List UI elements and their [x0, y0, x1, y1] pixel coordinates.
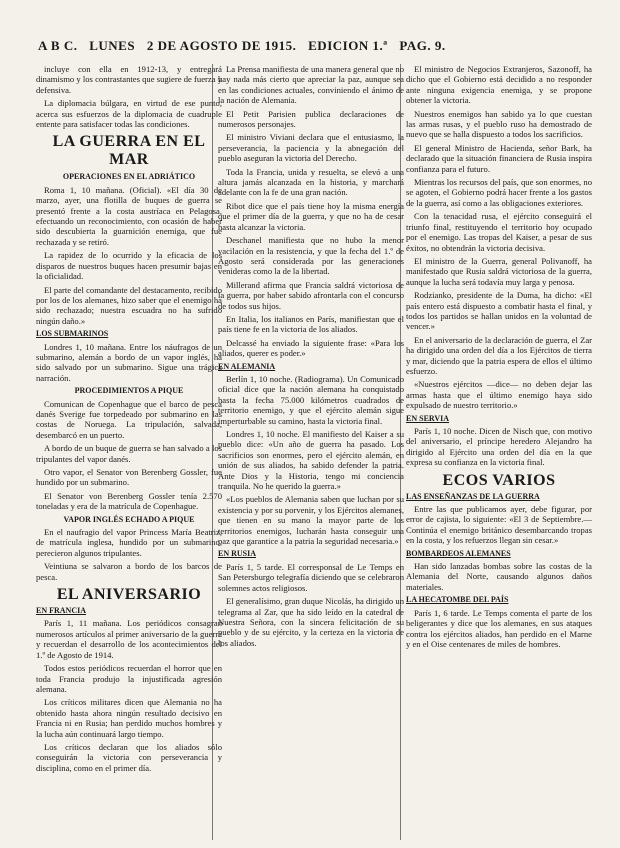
paragraph: Ribot dice que el país tiene hoy la misma energía que el primer día de la guerra, y que no ha de cesar hasta alcanzar la victoria. [218, 200, 404, 232]
paragraph: El general Ministro de Hacienda, señor Bark, ha declarado que la situación financiera de Rusia inspira confianza para el futuro. [406, 142, 592, 174]
paragraph: París 1, 5 tarde. El corresponsal de Le Temps en San Petersburgo telegrafía diciendo que se celebraron solemnes actos religiosos. [218, 561, 404, 593]
paragraph: Roma 1, 10 mañana. (Oficial). «El día 30 de marzo, ayer, una flotilla de buques de guerra se presentó frente a la costa austríaca en Pelagosa, efectuando un reconocimiento, con ocasión de haber sido descubierta la guarnición enemiga, que fue rechazada y se retiró. [36, 184, 222, 247]
paragraph: Los críticos militares dicen que Alemania no ha obtenido hasta ahora ningún resultado decisivo en Francia ni en Rusia; han perdido muchos hombres y la lucha aún continuará largo tiempo. [36, 697, 222, 739]
paragraph: Delcassé ha enviado la siguiente frase: «Para los aliados, querer es poder.» [218, 337, 404, 359]
section-subtitle: LAS ENSEÑANZAS DE LA GUERRA [406, 491, 540, 501]
paragraph: La Prensa manifiesta de una manera general que no hay nada más cierto que apreciar la paz, aunque sea en las condiciones actuales, conviniendo el ánimo de la nación de Alemania. [218, 64, 404, 106]
paragraph: A bordo de un buque de guerra se han salvado a los tripulantes del vapor danés. [36, 443, 222, 464]
edition-label: EDICION 1.ª [308, 38, 388, 53]
paper-name: A B C. [38, 38, 78, 53]
paragraph: Nuestros enemigos han sabido ya lo que cuestan las armas rusas, y el pueblo ruso ha demostrado de nuevo que se halla dispuesto a todos los sacrificios. [406, 108, 592, 140]
paragraph: Mientras los recursos del país, que son enormes, no se agoten, el Gobierno podrá hacer frente a los gastos de la guerra, así como a las obligaciones exteriores. [406, 177, 592, 208]
section-subtitle: VAPOR INGLÉS ECHADO A PIQUE [63, 514, 195, 524]
paragraph: incluye con ella en 1912-13, y entregará dinamismo y los contrastantes que sugiere de fuerza y defensiva. [36, 64, 222, 95]
paragraph: Con la tenacidad rusa, el ejército conseguirá el triunfo final, restituyendo el territorio hoy ocupado por el enemigo. Las tropas del Kaiser, a pesar de sus éxitos, no obtendrán la victoria decisiva. [406, 211, 592, 253]
paragraph: El Senator von Berenberg Gossler tenía 2.570 toneladas y era de la matrícula de Copenhague. [36, 490, 222, 512]
section-subtitle: PROCEDIMIENTOS A PIQUE [74, 386, 184, 396]
section-title: EL ANIVERSARIO [56, 586, 202, 604]
column-2 [218, 64, 404, 840]
section-subtitle: EN ALEMANIA [218, 361, 276, 371]
paragraph: Comunican de Copenhague que el barco de pesca danés Sverige fue torpedeado por submarino en las costas de Noruega. La tripulación, salvada, desembarcó en un puerto. [36, 398, 222, 440]
paragraph: El parte del comandante del destacamento, recibido por los de los alemanes, hizo saber que el enemigo ha sido rechazado; nuestra escuadra no ha sufrido ningún daño.» [36, 284, 222, 326]
page-number: PAG. 9. [399, 38, 446, 53]
paragraph: Rodzianko, presidente de la Duma, ha dicho: «El país entero está dispuesto a combatir hasta el final, y todos los partidos se hallan unidos en la voluntad de vencer.» [406, 290, 592, 332]
column-3 [406, 64, 592, 840]
paragraph: Toda la Francia, unida y resuelta, se elevó a una altura jamás alcanzada en la historia, y marchará adelante con la fe de una gran nación. [218, 166, 404, 198]
section-subtitle: BOMBARDEOS ALEMANES [406, 548, 511, 558]
section-subtitle: LA HECATOMBE DEL PAÍS [406, 595, 509, 605]
paragraph: París 1, 11 mañana. Los periódicos consagran numerosos artículos al primer aniversario de la guerra y recuerdan el desarrollo de los acontecimientos del 1.º de Agosto de 1914. [36, 618, 222, 660]
paragraph: La rapidez de lo ocurrido y la eficacia de los disparos de nuestros buques hacen presumir bajas en la oficialidad. [36, 250, 222, 282]
paragraph: En el naufragio del vapor Princess María Beatriz, de matrícula inglesa, hundido por un submarino, perecieron algunos tripulantes. [36, 527, 222, 558]
paragraph: Otro vapor, el Senator von Berenberg Gossler, fue hundido por un submarino. [36, 467, 222, 488]
issue-date: 2 DE AGOSTO DE 1915. [146, 38, 297, 53]
paragraph: Han sido lanzadas bombas sobre las costas de la Alemania del Norte, causando algunos daños materiales. [406, 561, 592, 592]
section-subtitle: EN SERVIA [406, 413, 450, 423]
section-subtitle: EN FRANCIA [36, 606, 86, 616]
section-subtitle: OPERACIONES EN EL ADRIÁTICO [62, 172, 196, 182]
section-subtitle: LOS SUBMARINOS [36, 329, 109, 339]
paragraph: Los críticos declaran que los aliados sólo conseguirán la victoria con perseverancia y disciplina, como en el primer día. [36, 741, 222, 773]
paragraph: El ministro de Negocios Extranjeros, Sazonoff, ha dicho que el Gobierno está decidido a no responder ante ninguna exigencia enemiga, y se propone obtener la victoria. [406, 64, 592, 106]
section-title: LA GUERRA EN EL MAR [52, 133, 206, 169]
paragraph: París 1, 6 tarde. Le Temps comenta el parte de los beligerantes y dice que los alemanes, en sus ataques contra los ejércitos aliados, han perdido en el Marne y en el Oise centenares de miles de hombres. [406, 607, 592, 649]
paragraph: Londres 1, 10 noche. El manifiesto del Kaiser a su pueblo dice: «Un año de guerra ha pasado. Los sacrificios son enormes, pero el ejército alemán, en unión de sus aliados, ha sabido defender la patria. Ante Dios y la Historia, tengo mi conciencia tranquila. No he querido la guerra.» [218, 429, 404, 492]
paragraph: El Petit Parisien publica declaraciones de numerosos personajes. [218, 108, 404, 130]
paragraph: Entre las que publicamos ayer, debe figurar, por error de cajista, lo siguiente: «El 3 de Septiembre.—Continúa el enemigo británico desembarcando tropas en la costa, y los refuerzos llegan sin cesar.» [406, 504, 592, 546]
paragraph: Berlín 1, 10 noche. (Radiograma). Un Comunicado oficial dice que la nación alemana ha conquistado hasta la fecha 75.000 kilómetros cuadrados de territorio enemigo, y que el ejército alemán sigue imperturbable su camino, hasta la victoria final. [218, 373, 404, 426]
paragraph: El generalísimo, gran duque Nicolás, ha dirigido un telegrama al Zar, que ha sido leído en la catedral de Nuestra Señora, con la sincera felicitación de su pueblo y de su ejército, y la certeza en la victoria de los aliados. [218, 596, 404, 648]
section-title: ECOS VARIOS [442, 471, 556, 489]
paragraph: En Italia, los italianos en París, manifiestan que el país tiene fe en la victoria de los aliados. [218, 313, 404, 335]
paragraph: En el aniversario de la declaración de guerra, el Zar ha dirigido una orden del día a los Ejércitos de tierra y mar, diciendo que la patria espera de ellos el último esfuerzo. [406, 334, 592, 376]
section-subtitle: EN RUSIA [218, 549, 257, 559]
paragraph: La diplomacia búlgara, en virtud de ese punto, acerca sus esfuerzos de la diplomacia de cuadruple entente para satisfacer todas las condiciones. [36, 98, 222, 130]
paragraph: Londres 1, 10 mañana. Entre los náufragos de un submarino, alemán a bordo de un vapor inglés, ha sido salvado por un submarino. Sigue una trágica narración. [36, 341, 222, 383]
column-1 [36, 64, 222, 840]
weekday: LUNES [89, 38, 136, 53]
paragraph: «Los pueblos de Alemania saben que luchan por su existencia y por su porvenir, y los Ejércitos alemanes, que tienen en su mano la mayor parte de los territorios enemigos, lucharán hasta conseguir una paz que garantice a la patria la seguridad necesaria.» [218, 494, 404, 547]
paragraph: Millerand afirma que Francia saldrá victoriosa de la guerra, por haber sabido afrontarla con el concurso de todos sus hijos. [218, 279, 404, 311]
paragraph: «Nuestros ejércitos —dice— no deben dejar las armas hasta que el último enemigo haya sido expulsado de nuestro territorio.» [406, 379, 592, 411]
paragraph: París 1, 10 noche. Dicen de Nisch que, con motivo del aniversario, el príncipe heredero Alejandro ha dirigido al Ejército una orden del día en la que expresa su confianza en la victoria final. [406, 426, 592, 468]
paragraph: Veintiuna se salvaron a bordo de los barcos de pesca. [36, 561, 222, 582]
paragraph: Deschanel manifiesta que no hubo la menor vacilación en la resistencia, y que la fecha del 1.º de Agosto será considerada por las generaciones venideras como la de la libertad. [218, 235, 404, 277]
page-header [38, 38, 598, 58]
paragraph: Todos estos periódicos recuerdan el horror que en toda Francia produjo la injustificada agresión alemana. [36, 663, 222, 694]
paragraph: El ministro Viviani declara que el entusiasmo, la perseverancia, la paciencia y la abnegación del pueblo aseguran la victoria del Derecho. [218, 132, 404, 164]
paragraph: El ministro de la Guerra, general Polivanoff, ha manifestado que Rusia saldrá victoriosa de la guerra, aunque la lucha será todavía muy larga y penosa. [406, 255, 592, 287]
